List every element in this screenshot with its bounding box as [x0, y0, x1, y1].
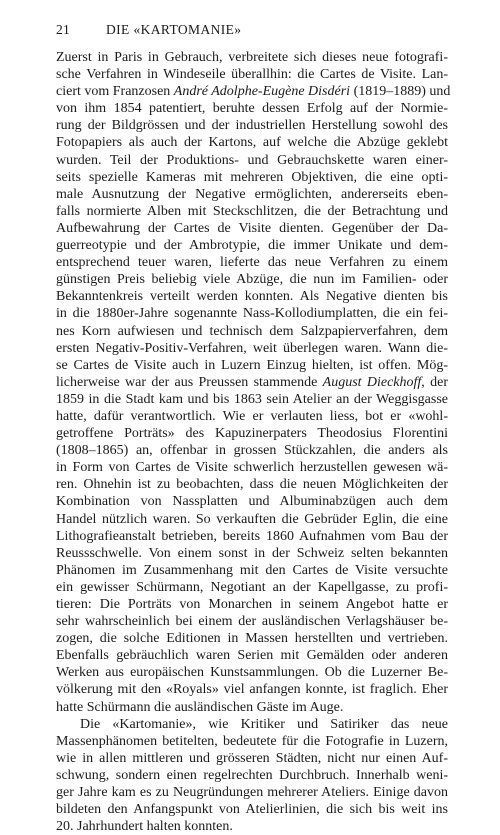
text-line: zogen, die solche Editionen in Massen herstellten und vertrieben. [56, 631, 448, 647]
text-line: ciert vom Franzosen André Adolphe-Eugène Disdéri (1819–1889) und [56, 84, 451, 100]
text-line: nes Korn aufwiesen und technisch dem Salzpapierverfahren, dem [56, 323, 448, 339]
paragraph-2 [56, 716, 448, 835]
text-line: entsprechend teuer waren, lieferte das neue Verfahren zu einem [56, 255, 448, 271]
text-line: getroffene Porträts» des Kapuzinerpaters Theodosius Florentini [56, 426, 448, 442]
italic-name: August Dieckhoff [322, 374, 422, 390]
text-line: male Ausnutzung der Negative ermöglichten, andererseits eben- [56, 186, 448, 202]
text-line: rung der Bildgrössen und der industriellen Herstellung sowohl des [56, 118, 448, 134]
text-line: sche Verfahren in Windeseile überallhin: die Cartes de Visite. Lan- [56, 67, 448, 83]
text-line: schwung, sondern einen regelrechten Durchbruch. Innerhalb weni- [56, 767, 448, 783]
text-line: Ebenfalls gebräuchlich waren Serien mit Gemälden oder anderen [56, 648, 448, 664]
text-line: in die 1880er-Jahre sogenannte Nass-Kollodiumplatten, die ein fei- [56, 306, 448, 322]
text-line: Zuerst in Paris in Gebrauch, verbreitete sich dieses neue fotografi- [56, 50, 448, 65]
paragraph-1 [56, 49, 451, 716]
text-line: Handel nützlich waren. So verkauften die Gebrüder Eglin, die eine [56, 511, 448, 527]
body-text [56, 49, 451, 835]
text-line: guerreotypie und der Ambrotypie, die immer Unikate und dem- [56, 238, 448, 254]
text-line: Massenphänomen betitelten, bedeutete für die Fotografie in Luzern, [56, 733, 448, 749]
text-line: bildeten den Anfangspunkt von Atelierlinien, die sich bis weit ins [56, 802, 448, 818]
text-line: ein gewisser Schürmann, Negotiant an der Kapellgasse, zu profi- [56, 579, 448, 595]
text-line: tieren: Die Porträts von Monarchen in seinem Angebot hatte er [56, 597, 448, 612]
text-line: Werken aus europäischen Kunstsammlungen. Ob die Luzerner Be- [56, 665, 448, 681]
text-line: 20. Jahrhundert halten konnten. [56, 819, 233, 835]
text-line: 1859 in die Stadt kam und bis 1863 sein Atelier an der Weggisgasse [56, 391, 448, 407]
text-line: ersten Negativ-Positiv-Verfahren, weit überlegen waren. Wann die- [56, 340, 448, 356]
running-title: DIE «KARTOMANIE» [106, 22, 242, 37]
text-line: Fotopapiers als auch der Kartons, auf welche die Abzüge geklebt [56, 135, 448, 151]
text-line: hatte Schürmann die ausländischen Gäste im Auge. [56, 699, 344, 715]
text-line: licherweise war der aus Preussen stammende August Dieckhoff, der [56, 374, 448, 390]
text-line: wurden. Teil der Produktions- und Gebrauchskette waren einer- [56, 152, 448, 168]
text-line: günstigen Preis beliebig viele Abzüge, die nun im Familien- oder [56, 272, 448, 288]
text-line: von ihm 1854 patentiert, beruhte dessen Erfolg auf der Normie- [56, 101, 448, 117]
text-line: falls normierte Alben mit Steckschlitzen, die der Betrachtung und [56, 203, 448, 219]
text-line: hatte, dafür verantwortlich. Wie er verlauten liess, bot er «wohl- [56, 408, 448, 424]
running-head [56, 22, 448, 38]
text-line: wie in allen mittleren und grösseren Städten, nicht nur einen Auf- [56, 750, 448, 766]
text-line: Kombination von Nassplatten und Albuminabzügen auch dem [56, 494, 448, 510]
text-line: ger Jahre kam es zu Neugründungen mehrerer Ateliers. Einige davon [56, 785, 448, 801]
text-line: sehr wahrscheinlich bei einem der ausländischen Verlagshäuser be- [56, 614, 448, 630]
italic-name: André Adolphe-Eugène Disdéri [173, 84, 351, 100]
text-line: Reussschwelle. Von einem sonst in der Schweiz selten bekannten [56, 545, 448, 561]
text-line: Lithografieanstalt betrieben, bereits 1860 Aufnahmen vom Bau der [56, 528, 448, 544]
text-line: seits spezielle Kameras mit mehreren Objektiven, die eine opti- [56, 169, 448, 185]
text-line: ren. Ohnehin ist zu beobachten, dass die neuen Möglichkeiten der [56, 477, 448, 493]
text-line: Phänomen im Zusammenhang mit den Cartes de Visite versuchte [56, 562, 448, 578]
book-page [56, 22, 451, 835]
page-number: 21 [56, 22, 70, 37]
text-line: Aufbewahrung der Cartes de Visite dienten. Gegenüber der Da- [56, 220, 448, 236]
text-line: völkerung mit den «Royals» viel anfangen konnte, ist fraglich. Eher [56, 682, 448, 698]
text-line: in Form von Cartes de Visite schwerlich herzustellen gewesen wä- [56, 460, 448, 476]
text-line: se Cartes de Visite auch in Luzern Einzug hielten, ist offen. Mög- [56, 357, 448, 373]
text-line: Die «Kartomanie», wie Kritiker und Satiriker das neue [80, 716, 448, 732]
text-line: (1808–1865) an, offenbar in grossen Stückzahlen, die anders als [56, 443, 448, 459]
text-line: Bekanntenkreis verteilt werden konnten. Als Negative dienten bis [56, 289, 448, 305]
